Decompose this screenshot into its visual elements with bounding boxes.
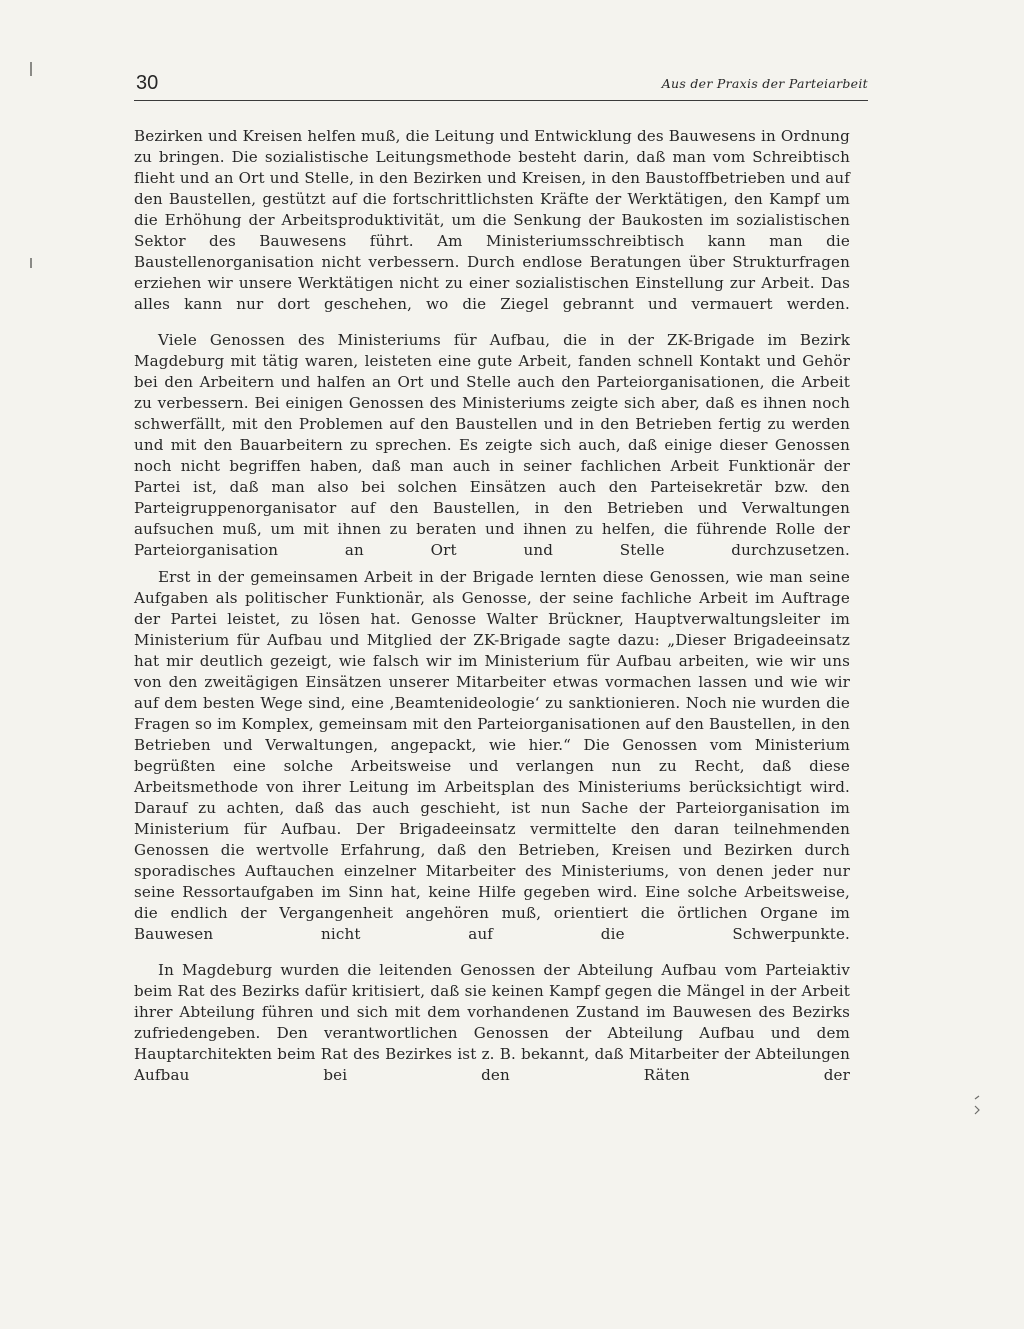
paragraph-3: Erst in der gemeinsamen Arbeit in der Brigade lernten diese Genossen, wie man seine Aufgaben als politischer Funktionär, als Genosse, der seine fachliche Arbeit im Auftrage der Partei leistet, zu lösen hat. Genosse Walter Brückner, Hauptverwaltungsleiter im Ministerium für Aufbau und Mitglied der ZK-Brigade sagte dazu: „Dieser Brigadeeinsatz hat mir deutlich gezeigt, wie falsch wir im Ministerium für Aufbau arbeiten, wie wir uns von den zweitägigen Einsätzen unserer Mitarbeiter etwas vormachen lassen und wie wir auf dem besten Wege sind, eine ‚Beamtenideologie‘ zu sanktionieren. Noch nie wurden die Fragen so im Komplex, gemeinsam mit den Parteiorganisationen auf den Baustellen, in den Betrieben und Verwaltungen, angepackt, wie hier.“ Die Genossen vom Ministerium begrüßten eine solche Arbeitsweise und verlangen nun zu Recht, daß diese Arbeitsmethode von ihrer Leitung im Arbeitsplan des Ministeriums berücksichtigt wird. Darauf zu achten, daß das auch geschieht, ist nun Sache der Parteiorganisation im Ministerium für Aufbau. Der Brigadeeinsatz vermittelte den daran teilnehmenden Genossen die wertvolle Erfahrung, daß den Betrieben, Kreisen und Bezirken durch sporadisches Auftauchen einzelner Mitarbeiter des Ministeriums, von denen jeder nur seine Ressortaufgaben im Sinn hat, keine Hilfe gegeben wird. Eine solche Arbeitsweise, die endlich der Vergangenheit angehören muß, orientiert die örtlichen Organe im Bauwesen nicht auf die Schwerpunkte.: [134, 568, 850, 943]
paragraph-4: In Magdeburg wurden die leitenden Genossen der Abteilung Aufbau vom Parteiaktiv beim Rat des Bezirks dafür kritisiert, daß sie keinen Kampf gegen die Mängel in der Arbeit ihrer Abteilung führen und sich mit dem vorhandenen Zustand im Bauwesen des Bezirks zufriedengeben. Den verantwortlichen Genossen der Abteilung Aufbau und dem Hauptarchitekten beim Rat des Bezirkes ist z. B. bekannt, daß Mitarbeiter der Abteilungen Aufbau bei den Räten der: [134, 961, 850, 1084]
scan-edge-mark: [30, 62, 32, 76]
scan-edge-mark: [30, 258, 32, 268]
body-text: [134, 126, 850, 1086]
running-head: Aus der Praxis der Parteiarbeit: [661, 76, 868, 91]
margin-mark-icon: [973, 1094, 981, 1120]
paragraph-1: Bezirken und Kreisen helfen muß, die Leitung und Entwicklung des Bauwesens in Ordnung zu bringen. Die sozialistische Leitungsmethode besteht darin, daß man vom Schreibtisch flieht und an Ort und Stelle, in den Bezirken und Kreisen, in den Baustoffbetrieben und auf den Baustellen, gestützt auf die fortschrittlichsten Kräfte der Werktätigen, den Kampf um die Erhöhung der Arbeitsproduktivität, um die Senkung der Baukosten im sozialistischen Sektor des Bauwesens führt. Am Ministeriumsschreibtisch kann man die Baustellenorganisation nicht verbessern. Durch endlose Beratungen über Strukturfragen erziehen wir unsere Werktätigen nicht zu einer sozialistischen Einstellung zur Arbeit. Das alles kann nur dort geschehen, wo die Ziegel gebrannt und vermauert werden.: [134, 127, 850, 313]
page-header: [134, 70, 868, 101]
page-number: 30: [136, 72, 159, 94]
paragraph-2: Viele Genossen des Ministeriums für Aufbau, die in der ZK-Brigade im Bezirk Magdeburg mit tätig waren, leisteten eine gute Arbeit, fanden schnell Kontakt und Gehör bei den Arbeitern und halfen an Ort und Stelle auch den Parteiorganisationen, die Arbeit zu verbessern. Bei einigen Genossen des Ministeriums zeigte sich aber, daß es ihnen noch schwerfällt, mit den Problemen auf den Baustellen und in den Betrieben fertig zu werden und mit den Bauarbeitern zu sprechen. Es zeigte sich auch, daß einige dieser Genossen noch nicht begriffen haben, daß man auch in seiner fachlichen Arbeit Funktionär der Partei ist, daß man also bei solchen Einsätzen auch den Parteisekretär bzw. den Parteigruppenorganisator auf den Baustellen, in den Betrieben und Verwaltungen aufsuchen muß, um mit ihnen zu beraten und ihnen zu helfen, die führende Rolle der Parteiorganisation an Ort und Stelle durchzusetzen.: [134, 331, 850, 559]
